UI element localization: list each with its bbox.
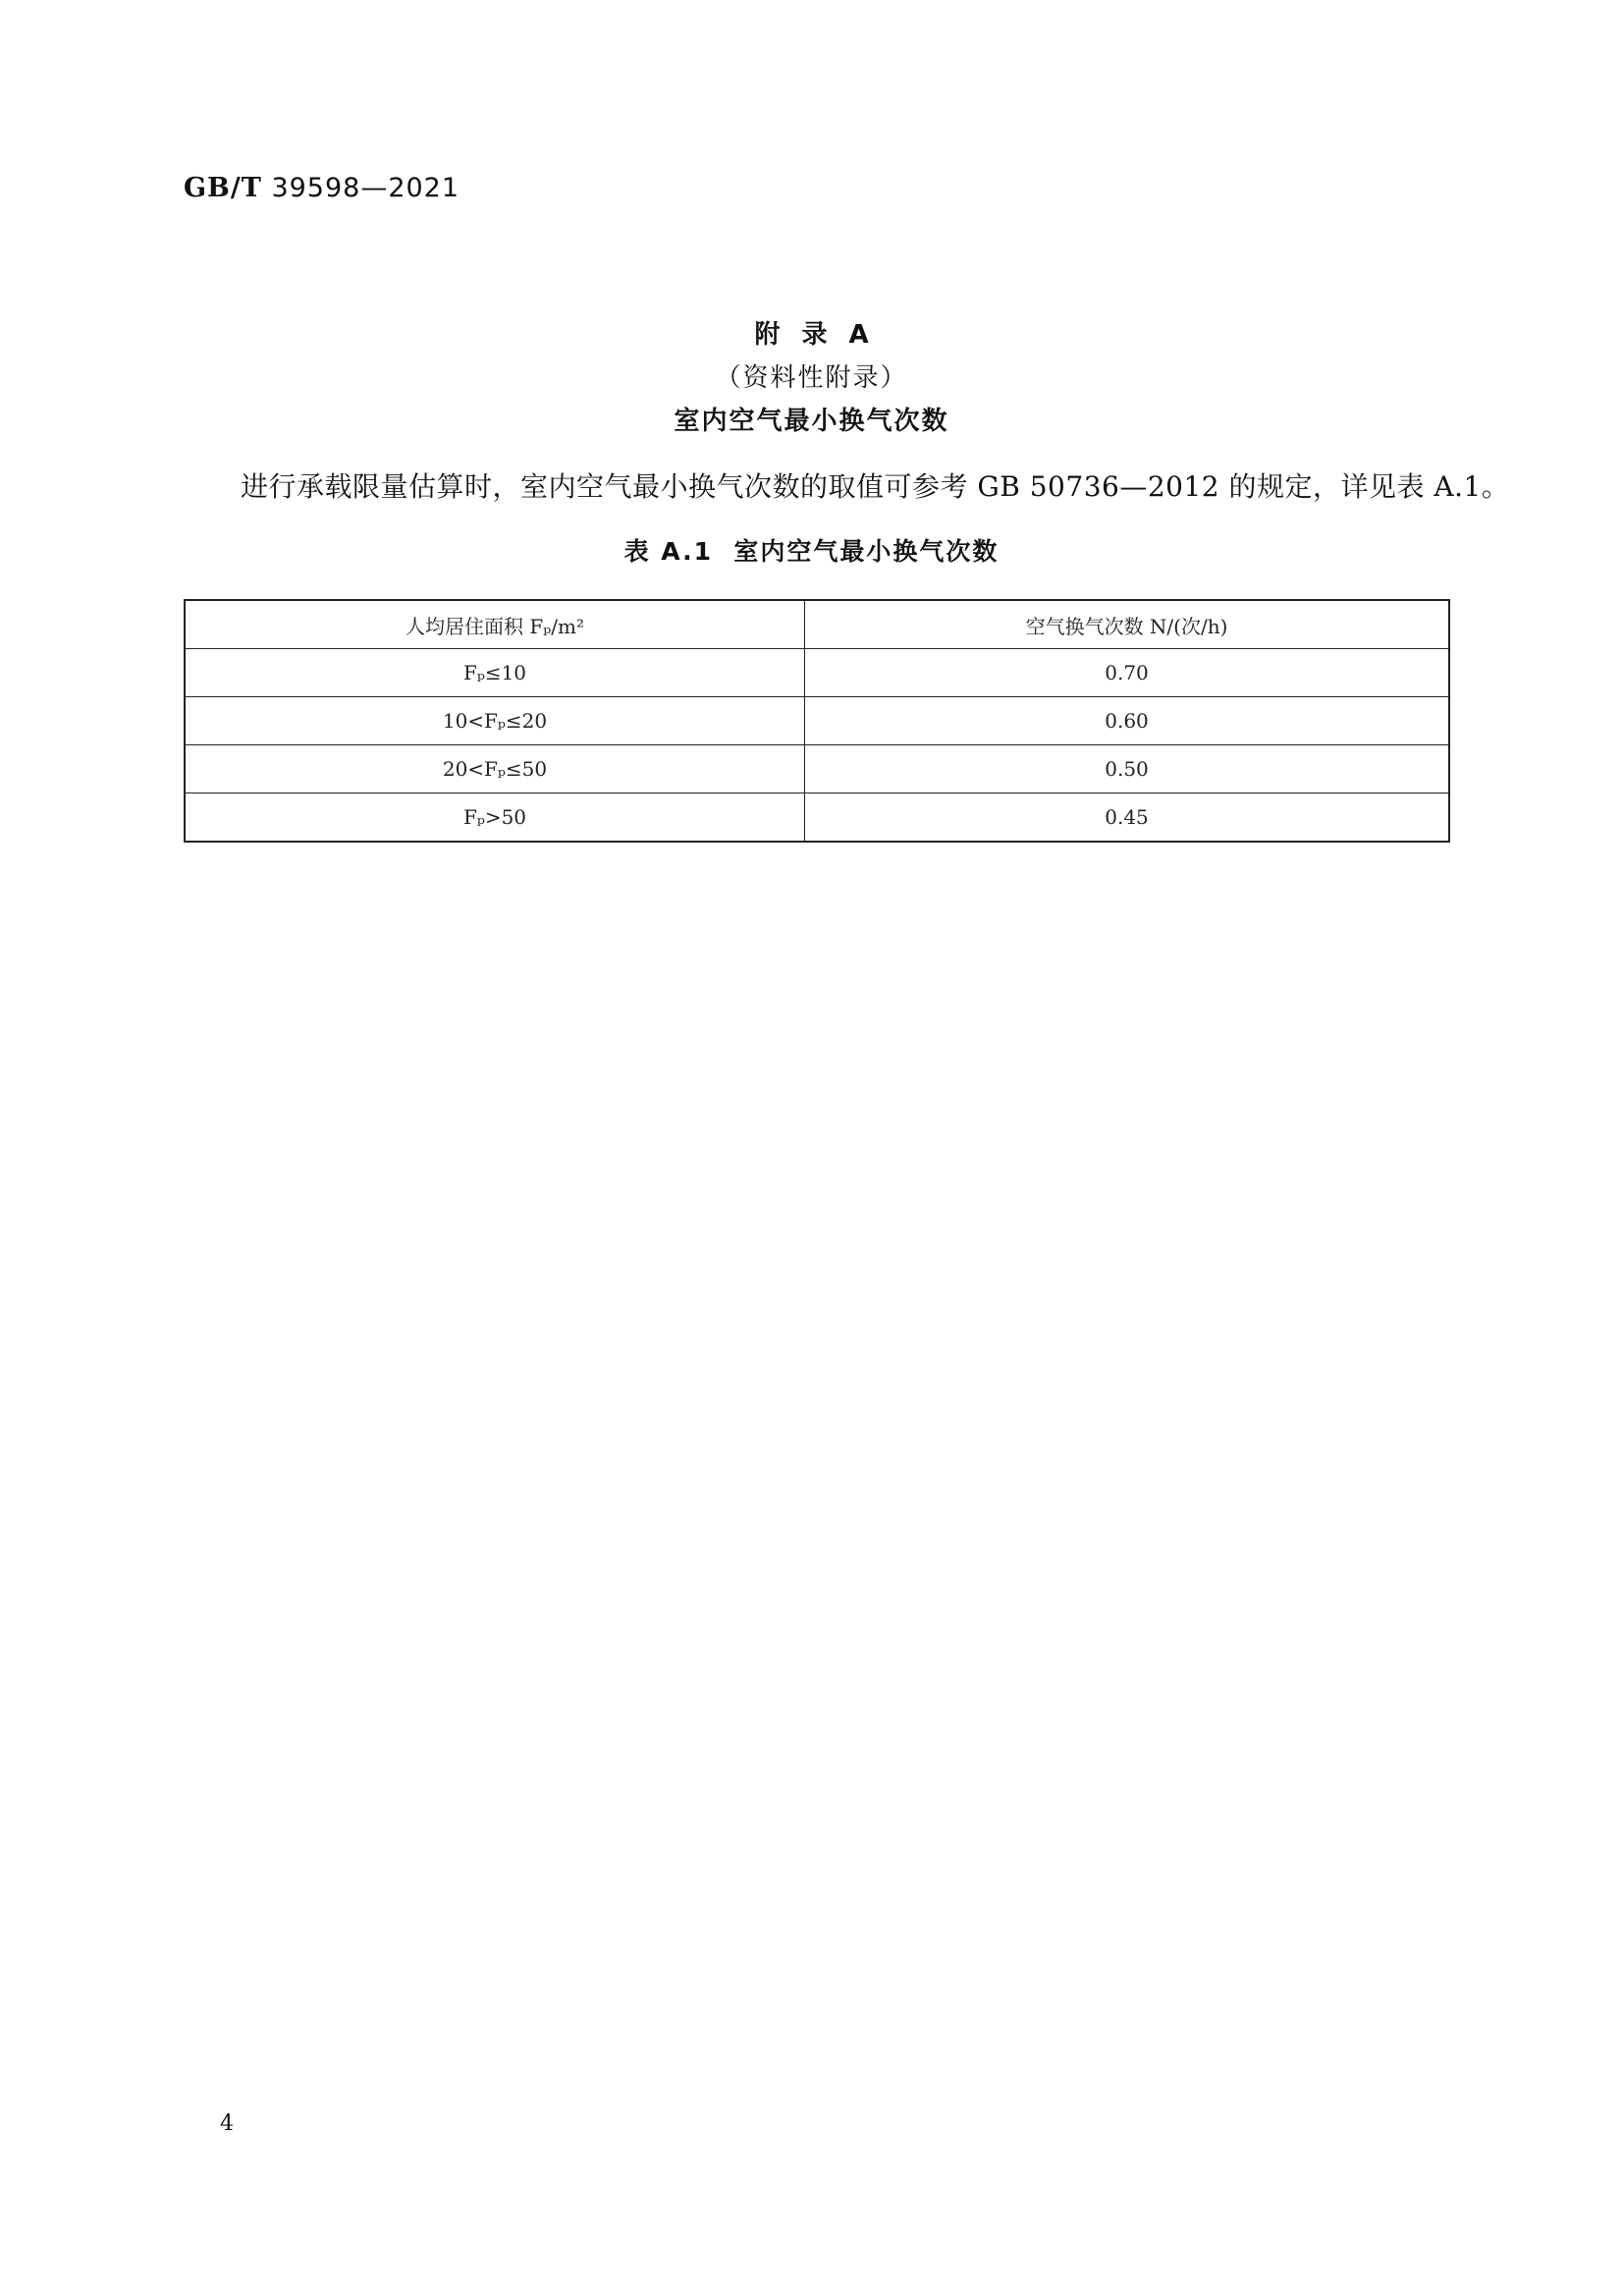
table-cell-air-changes: 0.45 xyxy=(805,793,1450,843)
standard-number-header xyxy=(184,173,460,203)
column-header-air-changes: 空气换气次数 N/(次/h) xyxy=(805,600,1450,649)
standard-code: 39598—2021 xyxy=(271,173,460,203)
annex-label: 附录A xyxy=(754,320,891,350)
table-cell-area: 10<Fₚ≤20 xyxy=(185,697,805,745)
table-cell-air-changes: 0.50 xyxy=(805,745,1450,793)
table-row xyxy=(185,697,1449,745)
table-header-row xyxy=(185,600,1449,649)
air-exchange-table xyxy=(184,599,1450,843)
standard-prefix: GB/T xyxy=(184,173,262,203)
table-cell-area: Fₚ≤10 xyxy=(185,649,805,697)
body-paragraph: 进行承载限量估算时，室内空气最小换气次数的取值可参考 GB 50736—2012 的规定，详见表 A.1。 xyxy=(241,470,1510,503)
table-cell-air-changes: 0.70 xyxy=(805,649,1450,697)
column-header-area: 人均居住面积 Fₚ/m² xyxy=(185,600,805,649)
table-row xyxy=(185,745,1449,793)
page-number: 4 xyxy=(220,2111,234,2136)
annex-title: 室内空气最小换气次数 xyxy=(674,407,949,436)
table-row xyxy=(185,793,1449,843)
table-cell-area: Fₚ>50 xyxy=(185,793,805,843)
table-cell-area: 20<Fₚ≤50 xyxy=(185,745,805,793)
table-caption: 表 A.1 室内空气最小换气次数 xyxy=(623,537,1000,566)
table-cell-air-changes: 0.60 xyxy=(805,697,1450,745)
table-row xyxy=(185,649,1449,697)
annex-type: （资料性附录） xyxy=(715,363,908,393)
